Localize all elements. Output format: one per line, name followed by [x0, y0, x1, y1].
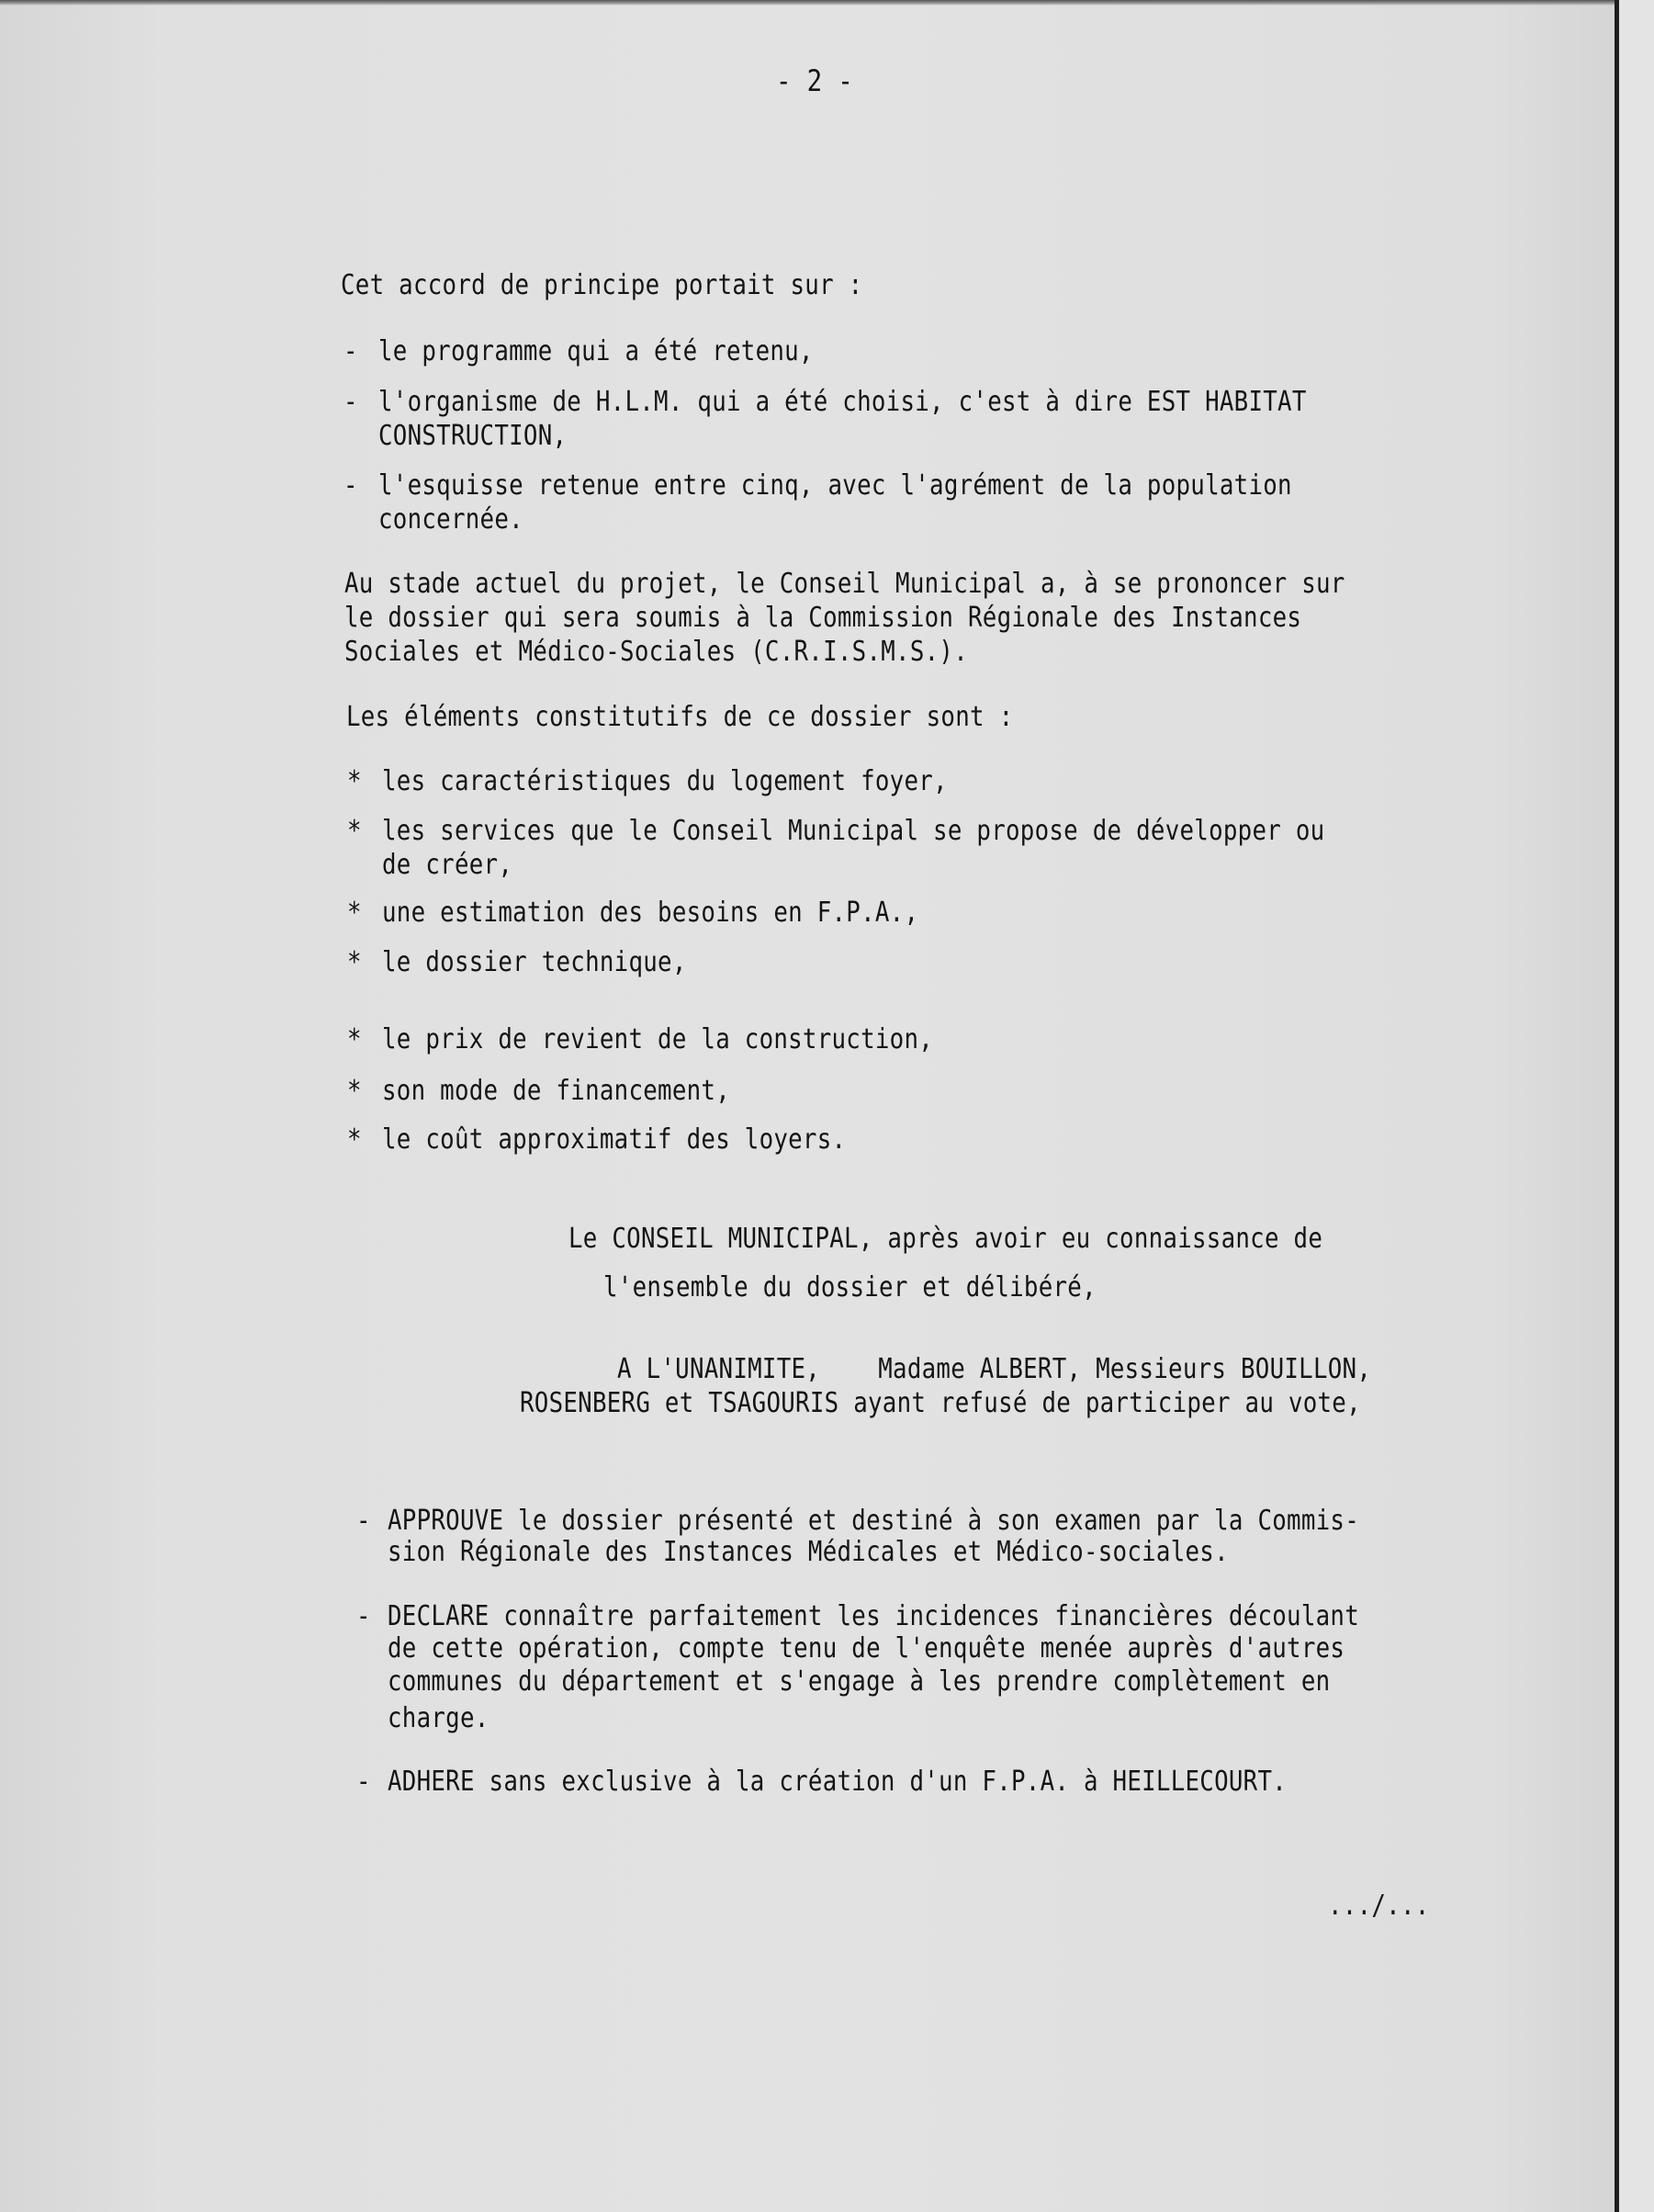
paragraph-line: Au stade actuel du projet, le Conseil Municipal a, à se prononcer sur — [344, 568, 1345, 600]
vote-line: ROSENBERG et TSAGOURIS ayant refusé de participer au vote, — [520, 1387, 1361, 1419]
element-text: le coût approximatif des loyers. — [382, 1123, 847, 1156]
accord-item-text: l'esquisse retenue entre cinq, avec l'agrément de la population — [378, 469, 1292, 502]
element-text: une estimation des besoins en F.P.A., — [382, 897, 919, 929]
page-top-edge — [0, 0, 1654, 6]
council-line: l'ensemble du dossier et délibéré, — [603, 1271, 1097, 1304]
element-text: les caractéristiques du logement foyer, — [382, 765, 948, 797]
accord-item-text: CONSTRUCTION, — [378, 420, 568, 452]
page-number: - 2 - — [776, 63, 854, 98]
element-bullet: * — [347, 1123, 362, 1156]
element-bullet: * — [347, 946, 362, 978]
element-text: son mode de financement, — [382, 1075, 730, 1107]
next-page-strip — [1619, 0, 1654, 2212]
element-text: le prix de revient de la construction, — [382, 1023, 934, 1055]
decision-text: sion Régionale des Instances Médicales et Médico-sociales. — [388, 1536, 1229, 1568]
paragraph-line: Sociales et Médico-Sociales (C.R.I.S.M.S.). — [344, 636, 969, 668]
element-text: le dossier technique, — [382, 946, 687, 978]
accord-item-text: concernée. — [378, 503, 523, 536]
element-text: de créer, — [382, 849, 513, 881]
element-bullet: * — [347, 765, 362, 797]
council-line: Le CONSEIL MUNICIPAL, après avoir eu connaissance de — [568, 1223, 1323, 1255]
element-text: les services que le Conseil Municipal se propose de développer ou — [382, 815, 1325, 847]
element-bullet: * — [347, 815, 362, 847]
accord-item-text: le programme qui a été retenu, — [378, 335, 814, 367]
decision-bullet: - — [356, 1766, 371, 1798]
accord-item-bullet: - — [343, 469, 358, 502]
decision-text: APPROUVE le dossier présenté et destiné à son examen par la Commis- — [388, 1505, 1360, 1537]
decision-bullet: - — [356, 1505, 371, 1537]
vote-line: A L'UNANIMITE, Madame ALBERT, Messieurs BOUILLON, — [617, 1353, 1372, 1385]
accord-item-bullet: - — [343, 386, 358, 418]
decision-text: de cette opération, compte tenu de l'enquête menée auprès d'autres — [388, 1632, 1345, 1665]
accord-item-bullet: - — [343, 335, 358, 367]
elements-intro: Les éléments constitutifs de ce dossier sont : — [346, 701, 1014, 733]
decision-text: DECLARE connaître parfaitement les incidences financières découlant — [388, 1600, 1360, 1632]
accord-item-text: l'organisme de H.L.M. qui a été choisi, c'est à dire EST HABITAT — [378, 386, 1307, 418]
decision-bullet: - — [356, 1600, 371, 1632]
element-bullet: * — [347, 897, 362, 929]
element-bullet: * — [347, 1023, 362, 1055]
element-bullet: * — [347, 1075, 362, 1107]
paragraph-line: le dossier qui sera soumis à la Commission Régionale des Instances — [344, 602, 1302, 634]
decision-text: ADHERE sans exclusive à la création d'un F.P.A. à HEILLECOURT. — [388, 1766, 1288, 1798]
intro-text: Cet accord de principe portait sur : — [341, 269, 863, 301]
continuation-mark: .../... — [1328, 1890, 1430, 1922]
decision-text: communes du département et s'engage à les prendre complètement en — [388, 1665, 1331, 1698]
decision-text: charge. — [388, 1702, 489, 1734]
